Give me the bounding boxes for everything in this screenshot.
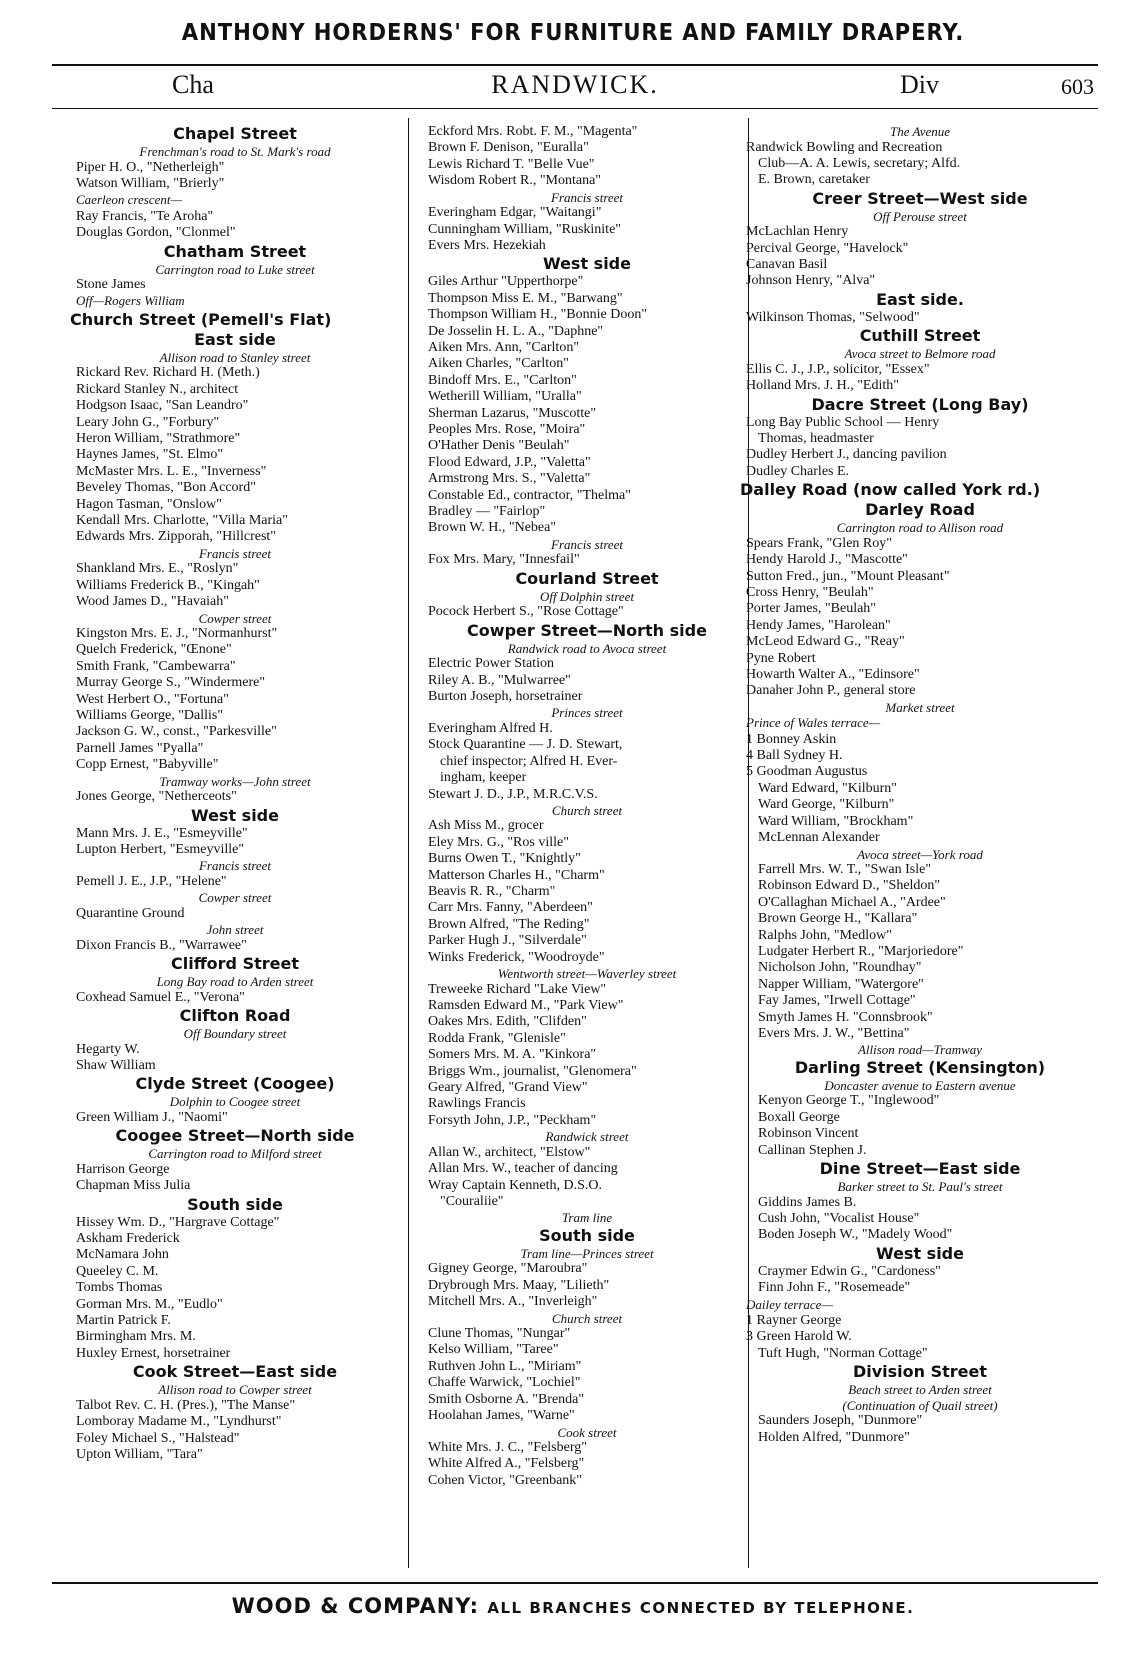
street-heading: West side bbox=[191, 805, 279, 825]
directory-entry: McNamara John bbox=[76, 1247, 169, 1263]
directory-entry: Stone James bbox=[76, 277, 146, 293]
directory-entry: Hodgson Isaac, "San Leandro" bbox=[76, 398, 249, 414]
entry-continuation: O'Callaghan Michael A., "Ardee" bbox=[758, 894, 946, 910]
directory-entry: Mitchell Mrs. A., "Inverleigh" bbox=[428, 1294, 598, 1310]
directory-entry: Brown Alfred, "The Reding" bbox=[428, 916, 590, 932]
directory-entry: Briggs Wm., journalist, "Glenomera" bbox=[428, 1063, 637, 1079]
page-number: 603 bbox=[1061, 74, 1094, 99]
street-subheading: Francis street bbox=[550, 536, 624, 552]
street-heading: Clyde Street (Coogee) bbox=[135, 1074, 335, 1094]
directory-entry: 1 Rayner George bbox=[746, 1313, 842, 1329]
entry-continuation: Boxall George bbox=[758, 1109, 840, 1125]
directory-entry: Ash Miss M., grocer bbox=[428, 818, 544, 834]
directory-entry: Birmingham Mrs. M. bbox=[76, 1329, 196, 1345]
street-subheading: Francis street bbox=[550, 189, 624, 205]
footer-tagline: ALL BRANCHES CONNECTED BY TELEPHONE. bbox=[487, 1599, 915, 1617]
directory-entry: Pyne Robert bbox=[746, 650, 816, 666]
entry-continuation: Kenyon George T., "Inglewood" bbox=[758, 1093, 940, 1109]
column-divider bbox=[408, 118, 409, 1568]
street-heading: Church Street (Pemell's Flat) bbox=[70, 309, 332, 329]
directory-entry: Pocock Herbert S., "Rose Cottage" bbox=[428, 604, 624, 620]
entry-continuation: Thomas, headmaster bbox=[758, 430, 874, 446]
street-subheading: Church street bbox=[551, 802, 623, 818]
directory-entry: Constable Ed., contractor, "Thelma" bbox=[428, 487, 631, 503]
street-subheading: Avoca street—York road bbox=[857, 846, 983, 862]
entry-continuation: Ward Edward, "Kilburn" bbox=[758, 780, 897, 796]
directory-entry: Beveley Thomas, "Bon Accord" bbox=[76, 480, 256, 496]
directory-entry: Brown F. Denison, "Euralla" bbox=[428, 140, 589, 156]
directory-entry: Aiken Charles, "Carlton" bbox=[428, 356, 569, 372]
entry-continuation: chief inspector; Alfred H. Ever- bbox=[440, 753, 618, 769]
street-subheading: Carrington road to Allison road bbox=[836, 520, 1004, 536]
directory-column-1 bbox=[70, 124, 400, 1564]
entry-continuation: Boden Joseph W., "Madely Wood" bbox=[758, 1227, 953, 1243]
directory-entry: Parker Hugh J., "Silverdale" bbox=[428, 933, 587, 949]
directory-entry: Holland Mrs. J. H., "Edith" bbox=[746, 378, 899, 394]
directory-entry: Hegarty W. bbox=[76, 1041, 140, 1057]
street-heading: Clifton Road bbox=[179, 1006, 291, 1026]
directory-entry: Allan W., architect, "Elstow" bbox=[428, 1144, 591, 1160]
directory-entry: White Alfred A., "Felsberg" bbox=[428, 1456, 585, 1472]
street-subheading: Cook street bbox=[557, 1424, 617, 1440]
directory-entry: Burton Joseph, horsetrainer bbox=[428, 688, 583, 704]
directory-entry: Ruthven John L., "Miriam" bbox=[428, 1358, 582, 1374]
directory-entry: Kingston Mrs. E. J., "Normanhurst" bbox=[76, 626, 278, 642]
entry-continuation: McLennan Alexander bbox=[758, 830, 880, 846]
entry-continuation: Robinson Vincent bbox=[758, 1126, 859, 1142]
entry-continuation: Ward George, "Kilburn" bbox=[758, 797, 895, 813]
directory-entry: Spears Frank, "Glen Roy" bbox=[746, 535, 892, 551]
directory-entry: Carr Mrs. Fanny, "Aberdeen" bbox=[428, 900, 593, 916]
entry-continuation: Finn John F., "Rosemeade" bbox=[758, 1280, 911, 1296]
directory-column-3 bbox=[740, 124, 1100, 1564]
directory-entry: Hendy Harold J., "Mascotte" bbox=[746, 552, 908, 568]
directory-entry: Askham Frederick bbox=[76, 1230, 180, 1246]
street-subheading: Tram line—Princes street bbox=[520, 1245, 654, 1261]
directory-entry: Electric Power Station bbox=[428, 656, 554, 672]
street-subheading: Tram line bbox=[561, 1210, 613, 1226]
street-subheading: John street bbox=[206, 922, 264, 938]
directory-entry: Percival George, "Havelock" bbox=[746, 240, 909, 256]
directory-entry: Burns Owen T., "Knightly" bbox=[428, 851, 581, 867]
directory-entry: Somers Mrs. M. A. "Kinkora" bbox=[428, 1047, 597, 1063]
directory-entry: Ellis C. J., J.P., solicitor, "Essex" bbox=[746, 361, 930, 377]
street-heading: Cowper Street—North side bbox=[467, 620, 707, 640]
footer-advertiser: WOOD & COMPANY: bbox=[231, 1594, 480, 1618]
street-heading: West side bbox=[876, 1243, 964, 1263]
directory-entry: Chapman Miss Julia bbox=[76, 1178, 191, 1194]
directory-entry: Gorman Mrs. M., "Eudlo" bbox=[76, 1296, 223, 1312]
directory-entry: Parnell James "Pyalla" bbox=[76, 740, 204, 756]
directory-entry: Williams George, "Dallis" bbox=[76, 708, 224, 724]
street-subheading: Off Dolphin street bbox=[539, 588, 635, 604]
street-subheading: Allison road to Cowper street bbox=[158, 1382, 312, 1398]
street-heading: Courland Street bbox=[515, 568, 659, 588]
directory-entry: Edwards Mrs. Zipporah, "Hillcrest" bbox=[76, 529, 276, 545]
entry-continuation: Craymer Edwin G., "Cardoness" bbox=[758, 1263, 941, 1279]
directory-entry: O'Hather Denis "Beulah" bbox=[428, 438, 570, 454]
directory-entry: Drybrough Mrs. Maay, "Lilieth" bbox=[428, 1277, 610, 1293]
directory-entry: Martin Patrick F. bbox=[76, 1313, 171, 1328]
street-subheading: Wentworth street—Waverley street bbox=[497, 966, 677, 982]
directory-entry: Beavis R. R., "Charm" bbox=[428, 884, 556, 900]
street-subheading: The Avenue bbox=[889, 124, 951, 139]
entry-continuation: Robinson Edward D., "Sheldon" bbox=[758, 878, 941, 894]
directory-entry: Thompson William H., "Bonnie Doon" bbox=[428, 307, 648, 323]
street-subheading: Carrington road to Milford street bbox=[148, 1146, 322, 1162]
page-header bbox=[52, 64, 1098, 109]
entry-continuation: "Couraliie" bbox=[440, 1193, 504, 1209]
street-subheading: Tramway works—John street bbox=[159, 773, 311, 789]
directory-entry: Green William J., "Naomi" bbox=[76, 1109, 228, 1125]
street-heading: Darling Street (Kensington) bbox=[794, 1057, 1046, 1077]
street-subheading: Long Bay road to Arden street bbox=[156, 974, 314, 990]
street-subheading: Cowper street bbox=[198, 890, 272, 906]
locality-note: Dailey terrace— bbox=[746, 1296, 834, 1312]
entry-continuation: ingham, keeper bbox=[440, 770, 527, 786]
directory-entry: Shaw William bbox=[76, 1057, 156, 1073]
street-subheading: Barker street to St. Paul's street bbox=[837, 1179, 1003, 1195]
locality-note: Prince of Wales terrace— bbox=[746, 715, 881, 731]
directory-entry: Lupton Herbert, "Esmeyville" bbox=[76, 842, 245, 857]
directory-entry: Harrison George bbox=[76, 1161, 170, 1177]
directory-entry: Hoolahan James, "Warne" bbox=[428, 1408, 575, 1424]
entry-continuation: Tuft Hugh, "Norman Cottage" bbox=[758, 1345, 928, 1361]
street-subheading: Randwick street bbox=[545, 1129, 629, 1145]
entry-continuation: Holden Alfred, "Dunmore" bbox=[758, 1429, 910, 1445]
directory-entry: Hendy James, "Harolean" bbox=[746, 617, 891, 633]
directory-entry: Wisdom Robert R., "Montana" bbox=[428, 173, 602, 189]
directory-entry: McLachlan Henry bbox=[746, 224, 849, 240]
directory-entry: Huxley Ernest, horsetrainer bbox=[76, 1345, 231, 1361]
directory-entry: Leary John G., "Forbury" bbox=[76, 414, 220, 430]
directory-entry: Porter James, "Beulah" bbox=[746, 601, 877, 617]
directory-entry: Dudley Herbert J., dancing pavilion bbox=[746, 447, 947, 463]
directory-entry: Everingham Edgar, "Waitangi" bbox=[428, 205, 602, 221]
directory-entry: Ray Francis, "Te Aroha" bbox=[76, 208, 214, 224]
street-subheading: Church street bbox=[551, 1310, 623, 1326]
directory-entry: Riley A. B., "Mulwarree" bbox=[428, 672, 571, 688]
street-subheading: Allison road to Stanley street bbox=[159, 349, 311, 365]
directory-entry: Lewis Richard T. "Belle Vue" bbox=[428, 156, 595, 172]
street-subheading: Avoca street to Belmore road bbox=[844, 346, 996, 362]
directory-entry: Copp Ernest, "Babyville" bbox=[76, 757, 219, 773]
directory-entry: Sherman Lazarus, "Muscotte" bbox=[428, 405, 597, 421]
street-heading: Coogee Street—North side bbox=[115, 1126, 355, 1146]
directory-entry: West Herbert O., "Fortuna" bbox=[76, 691, 229, 707]
directory-entry: 1 Bonney Askin bbox=[746, 731, 837, 747]
directory-entry: McLeod Edward G., "Reay" bbox=[746, 634, 905, 650]
page-footer bbox=[0, 1594, 1146, 1618]
directory-entry: Smith Frank, "Cambewarra" bbox=[76, 658, 236, 674]
directory-entry: Dixon Francis B., "Warrawee" bbox=[76, 937, 247, 953]
street-subheading: Beach street to Arden street bbox=[848, 1382, 992, 1398]
street-subheading: Francis street bbox=[198, 545, 272, 561]
street-subheading: Randwick road to Avoca street bbox=[507, 640, 667, 656]
street-heading: East side bbox=[194, 329, 276, 349]
locality-note: Off—Rogers William bbox=[76, 293, 185, 309]
directory-entry: Bindoff Mrs. E., "Carlton" bbox=[428, 372, 577, 388]
directory-entry: Quelch Frederick, "Œnone" bbox=[76, 642, 232, 658]
entry-continuation: E. Brown, caretaker bbox=[758, 172, 870, 188]
directory-entry: 3 Green Harold W. bbox=[746, 1329, 852, 1345]
street-heading: East side. bbox=[876, 289, 964, 309]
entry-continuation: Evers Mrs. J. W., "Bettina" bbox=[758, 1026, 910, 1042]
directory-entry: Thompson Miss E. M., "Barwang" bbox=[428, 290, 623, 306]
directory-entry: Aiken Mrs. Ann, "Carlton" bbox=[428, 339, 580, 355]
directory-entry: Chaffe Warwick, "Lochiel" bbox=[428, 1375, 581, 1391]
directory-entry: Kelso William, "Taree" bbox=[428, 1342, 559, 1358]
directory-entry: Armstrong Mrs. S., "Valetta" bbox=[428, 471, 591, 487]
street-heading: Creer Street—West side bbox=[812, 188, 1028, 208]
street-heading: Clifford Street bbox=[171, 954, 299, 974]
directory-entry: Lomboray Madame M., "Lyndhurst" bbox=[76, 1414, 282, 1430]
directory-entry: 4 Ball Sydney H. bbox=[746, 748, 843, 764]
directory-entry: Wood James D., "Havaiah" bbox=[76, 594, 229, 610]
directory-entry: Mann Mrs. J. E., "Esmeyville" bbox=[76, 825, 248, 841]
directory-entry: Evers Mrs. Hezekiah bbox=[428, 237, 546, 253]
directory-column-2 bbox=[422, 124, 752, 1564]
directory-entry: Coxhead Samuel E., "Verona" bbox=[76, 989, 245, 1005]
street-heading: Dacre Street (Long Bay) bbox=[811, 394, 1029, 414]
street-heading: Division Street bbox=[852, 1362, 988, 1382]
entry-continuation: Nicholson John, "Roundhay" bbox=[758, 960, 922, 976]
directory-entry: 5 Goodman Augustus bbox=[746, 764, 868, 780]
directory-entry: Rickard Stanley N., architect bbox=[76, 381, 239, 397]
directory-entry: Johnson Henry, "Alva" bbox=[746, 273, 876, 289]
directory-entry: Howarth Walter A., "Edinsore" bbox=[746, 666, 920, 682]
street-subheading: Allison road—Tramway bbox=[857, 1042, 983, 1058]
street-subheading: Off Boundary street bbox=[183, 1026, 287, 1042]
directory-entry: Peoples Mrs. Rose, "Moira" bbox=[428, 422, 586, 437]
directory-entry: Smith Osborne A. "Brenda" bbox=[428, 1391, 585, 1407]
street-heading: Darley Road bbox=[865, 500, 975, 520]
entry-continuation: Ward William, "Brockham" bbox=[758, 813, 914, 829]
directory-entry: Shankland Mrs. E., "Roslyn" bbox=[76, 561, 239, 577]
street-heading: Dalley Road (now called York rd.) bbox=[740, 480, 1041, 500]
directory-entry: Queeley C. M. bbox=[76, 1263, 159, 1279]
directory-entry: Jones George, "Netherceots" bbox=[76, 789, 237, 805]
street-heading: Chatham Street bbox=[163, 241, 307, 261]
directory-entry: Cross Henry, "Beulah" bbox=[746, 584, 874, 600]
directory-entry: Fox Mrs. Mary, "Innesfail" bbox=[428, 552, 580, 568]
street-subheading: Market street bbox=[885, 699, 955, 715]
directory-entry: Wray Captain Kenneth, D.S.O. bbox=[428, 1177, 603, 1193]
directory-entry: Canavan Basil bbox=[746, 257, 828, 273]
directory-entry: Jackson G. W., const., "Parkesville" bbox=[76, 724, 277, 740]
street-heading: Cuthill Street bbox=[859, 326, 981, 346]
header-left-keyword: Cha bbox=[172, 70, 214, 99]
directory-entry: Geary Alfred, "Grand View" bbox=[428, 1080, 588, 1095]
street-heading: South side bbox=[539, 1225, 635, 1245]
directory-entry: McMaster Mrs. L. E., "Inverness" bbox=[76, 463, 267, 479]
directory-entry: Dudley Charles E. bbox=[746, 463, 850, 479]
entry-continuation: Smyth James H. "Connsbrook" bbox=[758, 1009, 933, 1025]
header-locality: RANDWICK. bbox=[491, 70, 659, 99]
entry-continuation: Ludgater Herbert R., "Marjoriedore" bbox=[758, 944, 964, 960]
top-banner: ANTHONY HORDERNS' FOR FURNITURE AND FAMILY DRAPERY. bbox=[181, 20, 965, 46]
entry-continuation: Cush John, "Vocalist House" bbox=[758, 1211, 920, 1226]
directory-entry: Clune Thomas, "Nungar" bbox=[428, 1326, 571, 1342]
directory-entry: Hissey Wm. D., "Hargrave Cottage" bbox=[76, 1214, 280, 1230]
street-subheading: Off Perouse street bbox=[873, 208, 967, 224]
directory-entry: Talbot Rev. C. H. (Pres.), "The Manse" bbox=[76, 1397, 296, 1413]
directory-entry: White Mrs. J. C., "Felsberg" bbox=[428, 1440, 587, 1455]
directory-entry: Haynes James, "St. Elmo" bbox=[76, 447, 224, 463]
street-subheading: Cowper street bbox=[198, 610, 272, 626]
directory-entry: Rickard Rev. Richard H. (Meth.) bbox=[76, 365, 260, 381]
entry-continuation: Club—A. A. Lewis, secretary; Alfd. bbox=[758, 155, 961, 171]
directory-entry: Sutton Fred., jun., "Mount Pleasant" bbox=[746, 568, 950, 584]
street-heading: Chapel Street bbox=[173, 124, 297, 143]
entry-continuation: Saunders Joseph, "Dunmore" bbox=[758, 1413, 923, 1429]
directory-entry: Cunningham William, "Ruskinite" bbox=[428, 221, 621, 237]
street-subheading: Dolphin to Coogee street bbox=[169, 1094, 301, 1110]
directory-entry: De Josselin H. L. A., "Daphne" bbox=[428, 323, 604, 339]
entry-continuation: Farrell Mrs. W. T., "Swan Isle" bbox=[758, 862, 932, 877]
street-subheading: Francis street bbox=[198, 858, 272, 874]
directory-entry: Matterson Charles H., "Charm" bbox=[428, 867, 605, 883]
directory-entry: Piper H. O., "Netherleigh" bbox=[76, 159, 225, 175]
directory-entry: Stewart J. D., J.P., M.R.C.V.S. bbox=[428, 786, 598, 802]
entry-continuation: Giddins James B. bbox=[758, 1194, 857, 1210]
entry-continuation: Brown George H., "Kallara" bbox=[758, 911, 918, 927]
directory-entry: Quarantine Ground bbox=[76, 905, 185, 921]
directory-entry: Giles Arthur "Upperthorpe" bbox=[428, 274, 584, 290]
street-subheading: (Continuation of Quail street) bbox=[842, 1397, 998, 1413]
directory-entry: Danaher John P., general store bbox=[746, 683, 916, 699]
directory-entry: Flood Edward, J.P., "Valetta" bbox=[428, 454, 591, 470]
directory-entry: Ramsden Edward M., "Park View" bbox=[428, 997, 624, 1013]
directory-entry: Watson William, "Brierly" bbox=[76, 175, 225, 191]
directory-entry: Stock Quarantine — J. D. Stewart, bbox=[428, 737, 623, 753]
directory-entry: Hagon Tasman, "Onslow" bbox=[76, 496, 222, 512]
directory-entry: Brown W. H., "Nebea" bbox=[428, 520, 557, 536]
directory-entry: Williams Frederick B., "Kingah" bbox=[76, 577, 260, 593]
directory-entry: Wetherill William, "Uralla" bbox=[428, 389, 582, 405]
entry-continuation: Callinan Stephen J. bbox=[758, 1142, 867, 1158]
directory-entry: Cohen Victor, "Greenbank" bbox=[428, 1472, 583, 1488]
directory-entry: Allan Mrs. W., teacher of dancing bbox=[428, 1161, 618, 1177]
street-subheading: Carrington road to Luke street bbox=[155, 261, 315, 277]
directory-entry: Randwick Bowling and Recreation bbox=[746, 139, 943, 155]
directory-entry: Pemell J. E., J.P., "Helene" bbox=[76, 873, 227, 889]
street-subheading: Princes street bbox=[551, 705, 623, 721]
entry-continuation: Ralphs John, "Medlow" bbox=[758, 927, 892, 943]
directory-entry: Upton William, "Tara" bbox=[76, 1446, 203, 1462]
locality-note: Caerleon crescent— bbox=[76, 192, 183, 208]
street-heading: Cook Street—East side bbox=[132, 1362, 338, 1382]
directory-entry: Winks Frederick, "Woodroyde" bbox=[428, 949, 605, 965]
directory-entry: Rodda Frank, "Glenisle" bbox=[428, 1030, 566, 1046]
street-heading: West side bbox=[543, 254, 631, 274]
directory-entry: Foley Michael S., "Halstead" bbox=[76, 1430, 240, 1446]
directory-entry: Heron William, "Strathmore" bbox=[76, 430, 241, 446]
directory-entry: Kendall Mrs. Charlotte, "Villa Maria" bbox=[76, 513, 288, 528]
directory-entry: Eley Mrs. G., "Ros ville" bbox=[428, 834, 569, 850]
street-heading: Dine Street—East side bbox=[819, 1159, 1021, 1179]
street-subheading: Frenchman's road to St. Mark's road bbox=[139, 144, 331, 159]
directory-entry: Long Bay Public School — Henry bbox=[746, 414, 940, 430]
directory-entry: Tombs Thomas bbox=[76, 1280, 163, 1296]
footer-rule bbox=[52, 1582, 1098, 1584]
directory-entry: Bradley — "Fairlop" bbox=[428, 504, 546, 520]
directory-entry: Gigney George, "Maroubra" bbox=[428, 1261, 588, 1277]
directory-entry: Rawlings Francis bbox=[428, 1096, 526, 1112]
directory-entry: Douglas Gordon, "Clonmel" bbox=[76, 225, 236, 241]
directory-entry: Everingham Alfred H. bbox=[428, 720, 553, 736]
directory-entry: Wilkinson Thomas, "Selwood" bbox=[746, 309, 920, 325]
directory-entry: Oakes Mrs. Edith, "Clifden" bbox=[428, 1014, 587, 1030]
directory-entry: Treweeke Richard "Lake View" bbox=[428, 981, 607, 997]
directory-entry: Eckford Mrs. Robt. F. M., "Magenta" bbox=[428, 124, 638, 139]
directory-entry: Forsyth John, J.P., "Peckham" bbox=[428, 1112, 597, 1128]
entry-continuation: Fay James, "Irwell Cottage" bbox=[758, 993, 916, 1009]
header-right-keyword: Div bbox=[900, 70, 939, 99]
street-subheading: Doncaster avenue to Eastern avenue bbox=[824, 1077, 1016, 1093]
street-heading: South side bbox=[187, 1194, 283, 1214]
entry-continuation: Napper William, "Watergore" bbox=[758, 976, 924, 992]
directory-entry: Murray George S., "Windermere" bbox=[76, 675, 266, 691]
